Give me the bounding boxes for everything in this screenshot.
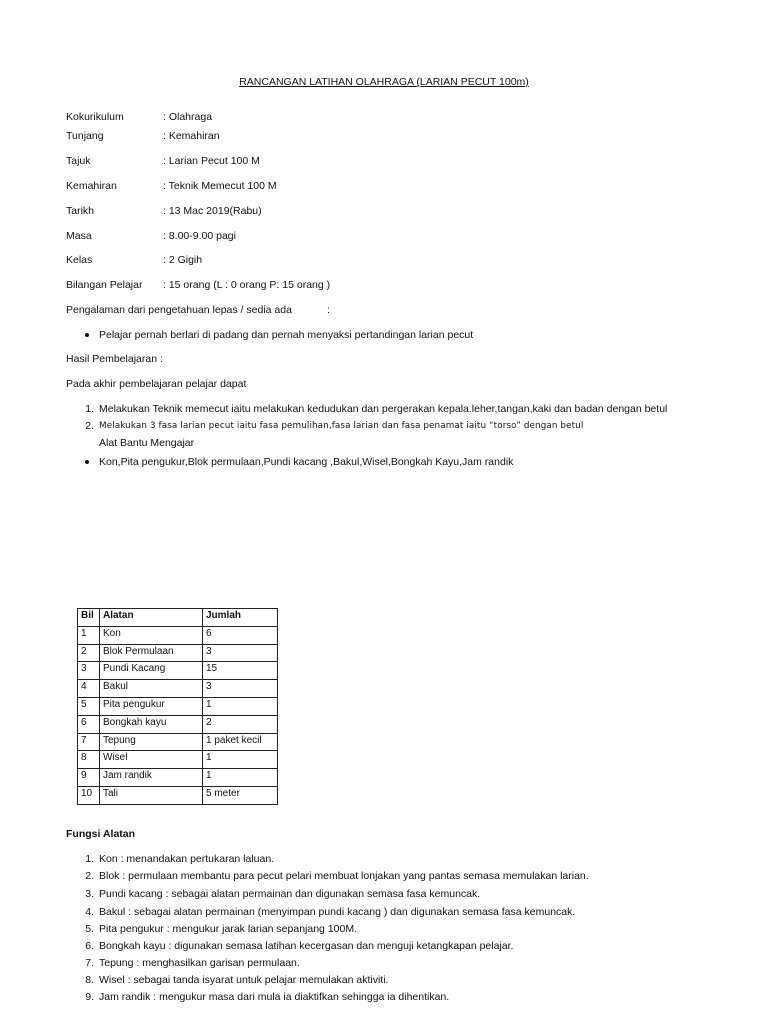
table-cell-alatan: Tepung — [100, 733, 203, 751]
pengalaman-colon: : — [327, 304, 330, 316]
document-title-text: RANCANGAN LATIHAN OLAHRAGA (LARIAN PECUT 100m) — [239, 76, 529, 88]
info-label-kemahiran: Kemahiran — [66, 180, 117, 192]
fungsi-item-number: 9. — [85, 991, 94, 1003]
table-cell-jumlah: 2 — [203, 715, 278, 733]
table-cell-jumlah: 1 paket kecil — [203, 733, 278, 751]
table-row — [78, 733, 278, 751]
fungsi-item-text: Wisel : sebagai tanda isyarat untuk pelajar memulakan aktiviti. — [99, 974, 389, 986]
table-row — [78, 715, 278, 733]
info-value-tarikh: : 13 Mac 2019(Rabu) — [163, 205, 262, 217]
info-value-kelas: : 2 Gigih — [163, 254, 203, 266]
hasil-label: Hasil Pembelajaran : — [66, 353, 163, 365]
info-value-kemahiran: : Teknik Memecut 100 M — [163, 180, 277, 192]
table-cell-alatan: Bakul — [100, 680, 203, 698]
table-cell-bil: 10 — [78, 786, 100, 804]
table-cell-bil: 3 — [78, 662, 100, 680]
fungsi-item-text: Bakul : sebagai alatan permainan (menyimpan pundi kacang ) dan digunakan semasa fasa kemuncak. — [99, 906, 576, 918]
table-cell-bil: 6 — [78, 715, 100, 733]
document-title — [0, 76, 768, 88]
fungsi-item-number: 7. — [85, 957, 94, 969]
table-cell-jumlah: 6 — [203, 626, 278, 644]
fungsi-heading: Fungsi Alatan — [66, 828, 136, 840]
info-label-kokurikulum: Kokurikulum — [66, 111, 124, 123]
fungsi-item-number: 8. — [85, 974, 94, 986]
table-cell-jumlah: 15 — [203, 662, 278, 680]
hasil-item-text: Melakukan 3 fasa larian pecut iaitu fasa pemulihan,fasa larian dan fasa penamat iaitu “torso” dengan betul — [99, 421, 584, 431]
hasil-item-number: 2. — [85, 420, 94, 432]
info-label-tunjang: Tunjang — [66, 130, 104, 142]
fungsi-item-number: 2. — [85, 870, 94, 882]
bullet-icon — [85, 460, 89, 464]
table-row — [78, 751, 278, 769]
fungsi-item-text: Kon : menandakan pertukaran laluan. — [99, 853, 275, 865]
table-row — [78, 680, 278, 698]
column-header-alatan: Alatan — [100, 609, 203, 627]
table-row — [78, 626, 278, 644]
fungsi-item-number: 6. — [85, 940, 94, 952]
table-row — [78, 644, 278, 662]
table-row — [78, 786, 278, 804]
fungsi-item-text: Pundi kacang : sebagai alatan permainan dan digunakan semasa fasa kemuncak. — [99, 888, 481, 900]
pengalaman-label: Pengalaman dari pengetahuan lepas / sedia ada — [66, 304, 292, 316]
info-value-tunjang: : Kemahiran — [163, 130, 220, 142]
table-cell-jumlah: 1 — [203, 697, 278, 715]
hasil-intro: Pada akhir pembelajaran pelajar dapat — [66, 378, 247, 390]
table-cell-bil: 2 — [78, 644, 100, 662]
table-cell-alatan: Jam randik — [100, 769, 203, 787]
column-header-bil: Bil — [78, 609, 100, 627]
info-value-masa: : 8.00-9.00 pagi — [163, 230, 236, 242]
table-cell-alatan: Bongkah kayu — [100, 715, 203, 733]
bullet-icon — [85, 333, 89, 337]
table-cell-alatan: Kon — [100, 626, 203, 644]
info-value-bilangan-pelajar: : 15 orang (L : 0 orang P: 15 orang ) — [163, 279, 331, 291]
table-cell-bil: 7 — [78, 733, 100, 751]
table-cell-bil: 9 — [78, 769, 100, 787]
table-cell-jumlah: 1 — [203, 769, 278, 787]
table-cell-bil: 1 — [78, 626, 100, 644]
table-cell-alatan: Pita pengukur — [100, 697, 203, 715]
info-label-kelas: Kelas — [66, 254, 93, 266]
equipment-table — [77, 608, 278, 805]
info-label-tarikh: Tarikh — [66, 205, 95, 217]
table-cell-jumlah: 3 — [203, 644, 278, 662]
table-cell-bil: 5 — [78, 697, 100, 715]
table-cell-alatan: Tali — [100, 786, 203, 804]
hasil-item-text: Melakukan Teknik memecut iaitu melakukan kedudukan dan pergerakan kepala.leher,tangan,kaki dan badan dengan betul — [99, 403, 668, 415]
fungsi-item-number: 1. — [85, 853, 94, 865]
info-value-tajuk: : Larian Pecut 100 M — [163, 155, 260, 167]
fungsi-item-number: 3. — [85, 888, 94, 900]
table-cell-alatan: Pundi Kacang — [100, 662, 203, 680]
fungsi-item-number: 4. — [85, 906, 94, 918]
info-label-masa: Masa — [66, 230, 92, 242]
table-cell-jumlah: 3 — [203, 680, 278, 698]
table-cell-bil: 8 — [78, 751, 100, 769]
fungsi-item-text: Blok : permulaan membantu para pecut pelari membuat lonjakan yang pantas semasa memulakan larian. — [99, 870, 589, 882]
pengalaman-bullet-text: Pelajar pernah berlari di padang dan pernah menyaksi pertandingan larian pecut — [99, 329, 474, 341]
fungsi-item-text: Jam randik : mengukur masa dari mula ia diaktifkan sehingga ia dihentikan. — [99, 991, 450, 1003]
info-label-bilangan-pelajar: Bilangan Pelajar — [66, 279, 143, 291]
hasil-item-number: 1. — [85, 403, 94, 415]
table-cell-bil: 4 — [78, 680, 100, 698]
table-cell-alatan: Blok Permulaan — [100, 644, 203, 662]
table-header-row — [78, 609, 278, 627]
alat-bantu-bullet-text: Kon,Pita pengukur,Blok permulaan,Pundi kacang ,Bakul,Wisel,Bongkah Kayu,Jam randik — [99, 456, 514, 468]
table-cell-jumlah: 5 meter — [203, 786, 278, 804]
fungsi-item-text: Bongkah kayu : digunakan semasa latihan kecergasan dan menguji ketangkapan pelajar. — [99, 940, 514, 952]
fungsi-item-text: Tepung : menghasilkan garisan permulaan. — [99, 957, 300, 969]
alat-bantu-label: Alat Bantu Mengajar — [99, 437, 195, 449]
table-cell-alatan: Wisel — [100, 751, 203, 769]
info-value-kokurikulum: : Olahraga — [163, 111, 213, 123]
table-row — [78, 662, 278, 680]
fungsi-item-text: Pita pengukur : mengukur jarak larian sepanjang 100M. — [99, 923, 357, 935]
fungsi-item-number: 5. — [85, 923, 94, 935]
table-row — [78, 769, 278, 787]
table-cell-jumlah: 1 — [203, 751, 278, 769]
table-row — [78, 697, 278, 715]
info-label-tajuk: Tajuk — [66, 155, 91, 167]
column-header-jumlah: Jumlah — [203, 609, 278, 627]
